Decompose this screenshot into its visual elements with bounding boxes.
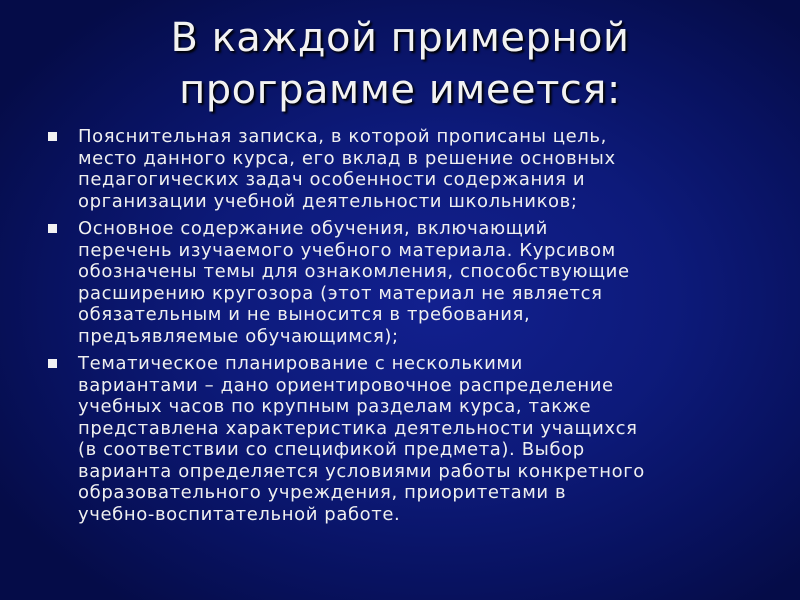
bullet-text-line: Тематическое планирование с несколькими xyxy=(78,353,523,374)
bullet-text-line: педагогических задач особенности содержания и xyxy=(78,169,586,190)
bullet-text xyxy=(78,218,748,347)
bullet-list xyxy=(48,126,748,531)
bullet-text-line: предъявляемые обучающимся); xyxy=(78,325,399,347)
bullet-text-line: место данного курса, его вклад в решение основных xyxy=(78,147,616,169)
bullet-text-line: представлена характеристика деятельности учащихся xyxy=(78,417,638,439)
bullet-text-line: образовательного учреждения, приоритетами в xyxy=(78,482,567,503)
bullet-text-line: учебно-воспитательной работе. xyxy=(78,503,401,525)
bullet-text xyxy=(78,353,748,525)
bullet-text xyxy=(78,126,748,212)
slide-title xyxy=(0,12,800,116)
bullet-item xyxy=(48,353,748,525)
bullet-text-line: организации учебной деятельности школьников; xyxy=(78,190,578,212)
bullet-item xyxy=(48,218,748,347)
bullet-item xyxy=(48,126,748,212)
bullet-text-line: перечень изучаемого учебного материала. Курсивом xyxy=(78,239,616,261)
bullet-text-line: расширению кругозора (этот материал не является xyxy=(78,282,603,304)
bullet-text-line: учебных часов по крупным разделам курса, также xyxy=(78,396,592,417)
slide-title-line: В каждой примерной xyxy=(170,15,630,61)
bullet-text-line: Пояснительная записка, в которой прописаны цель, xyxy=(78,126,607,147)
bullet-text-line: варианта определяется условиями работы конкретного xyxy=(78,460,645,482)
bullet-text-line: вариантами – дано ориентировочное распределение xyxy=(78,374,614,396)
square-bullet-icon xyxy=(48,224,57,233)
slide-title-line: программе имеется: xyxy=(179,67,621,113)
bullet-text-line: (в соответствии со спецификой предмета). Выбор xyxy=(78,439,585,460)
bullet-text-line: обозначены темы для ознакомления, способствующие xyxy=(78,261,630,282)
bullet-text-line: обязательным и не выносится в требования, xyxy=(78,304,531,325)
square-bullet-icon xyxy=(48,132,57,141)
bullet-text-line: Основное содержание обучения, включающий xyxy=(78,218,548,239)
square-bullet-icon xyxy=(48,359,57,368)
